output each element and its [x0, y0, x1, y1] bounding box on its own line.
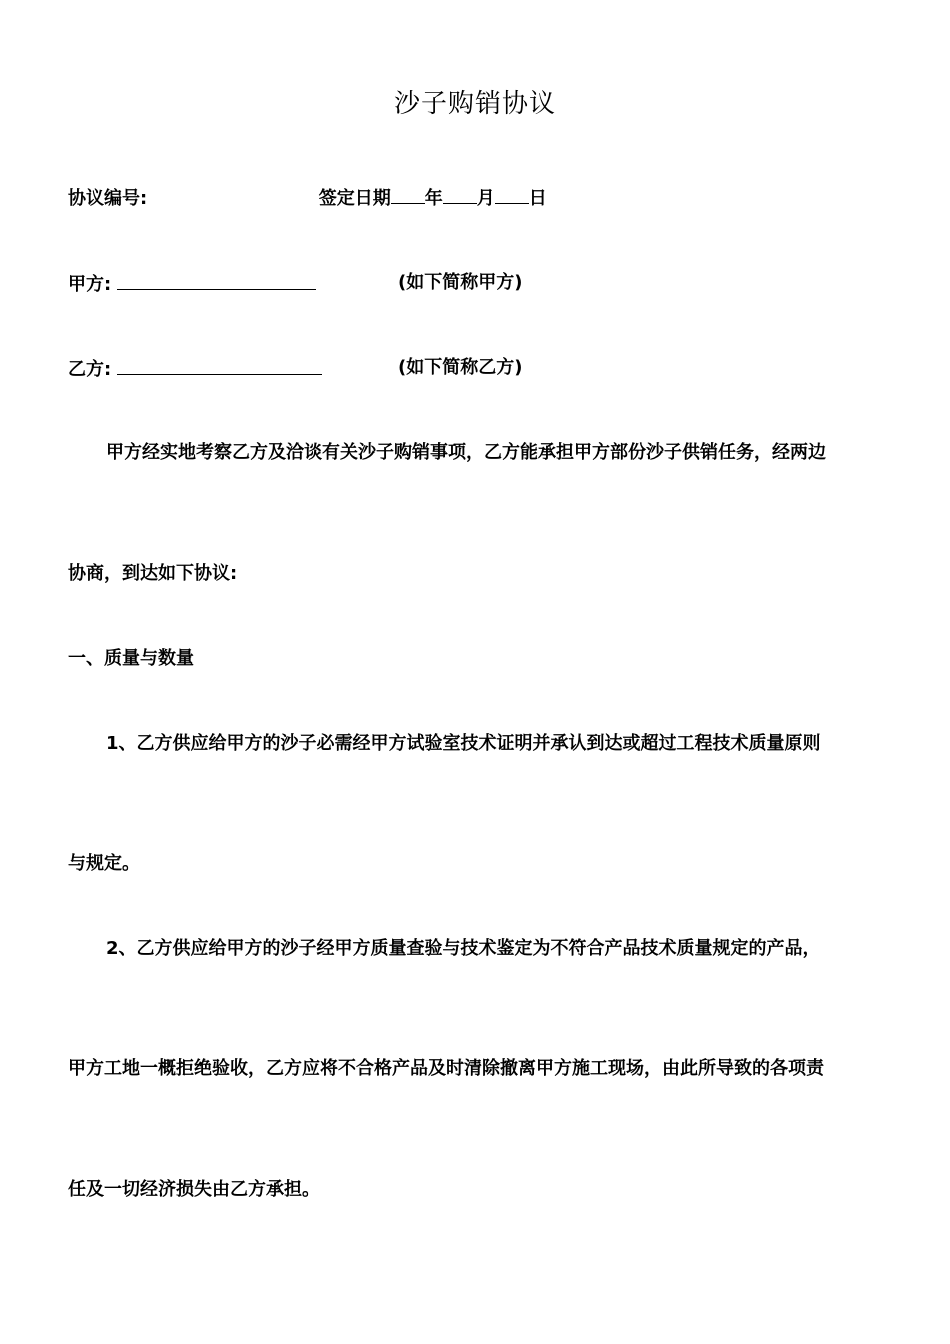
intro-line-2: 协商，到达如下协议:	[68, 563, 238, 584]
party-a-note: (如下简称甲方)	[398, 272, 523, 293]
document-title: 沙子购销协议	[393, 89, 556, 119]
header-row	[68, 185, 547, 211]
party-b-label: 乙方:	[68, 359, 112, 380]
party-b-blank	[117, 356, 322, 375]
party-a-blank	[117, 271, 316, 290]
agreement-no-label: 协议编号:	[68, 188, 148, 209]
item-1-line-1: 1、乙方供应给甲方的沙子必需经甲方试验室技术证明并承认到达或超过工程技术质量原则	[106, 733, 821, 754]
month-label: 月	[476, 188, 495, 209]
year-blank	[391, 185, 425, 204]
party-b-note: (如下简称乙方)	[398, 357, 523, 378]
item-2-line-3: 任及一切经济损失由乙方承担。	[68, 1179, 320, 1200]
day-blank	[495, 185, 529, 204]
party-a-label: 甲方:	[68, 274, 112, 295]
intro-line-1: 甲方经实地考察乙方及洽谈有关沙子购销事项，乙方能承担甲方部份沙子供销任务，经两边	[106, 442, 826, 463]
day-label: 日	[528, 188, 547, 209]
party-a-row	[68, 271, 316, 297]
party-b-row	[68, 356, 322, 382]
item-2-line-1: 2、乙方供应给甲方的沙子经甲方质量查验与技术鉴定为不符合产品技术质量规定的产品，	[106, 938, 821, 959]
section-1-heading: 一、质量与数量	[68, 648, 194, 669]
year-label: 年	[424, 188, 443, 209]
item-1-line-2: 与规定。	[68, 853, 140, 874]
sign-date-label: 签定日期	[318, 188, 391, 209]
item-2-line-2: 甲方工地一概拒绝验收，乙方应将不合格产品及时清除撤离甲方施工现场，由此所导致的各项责	[68, 1058, 824, 1079]
month-blank	[443, 185, 477, 204]
